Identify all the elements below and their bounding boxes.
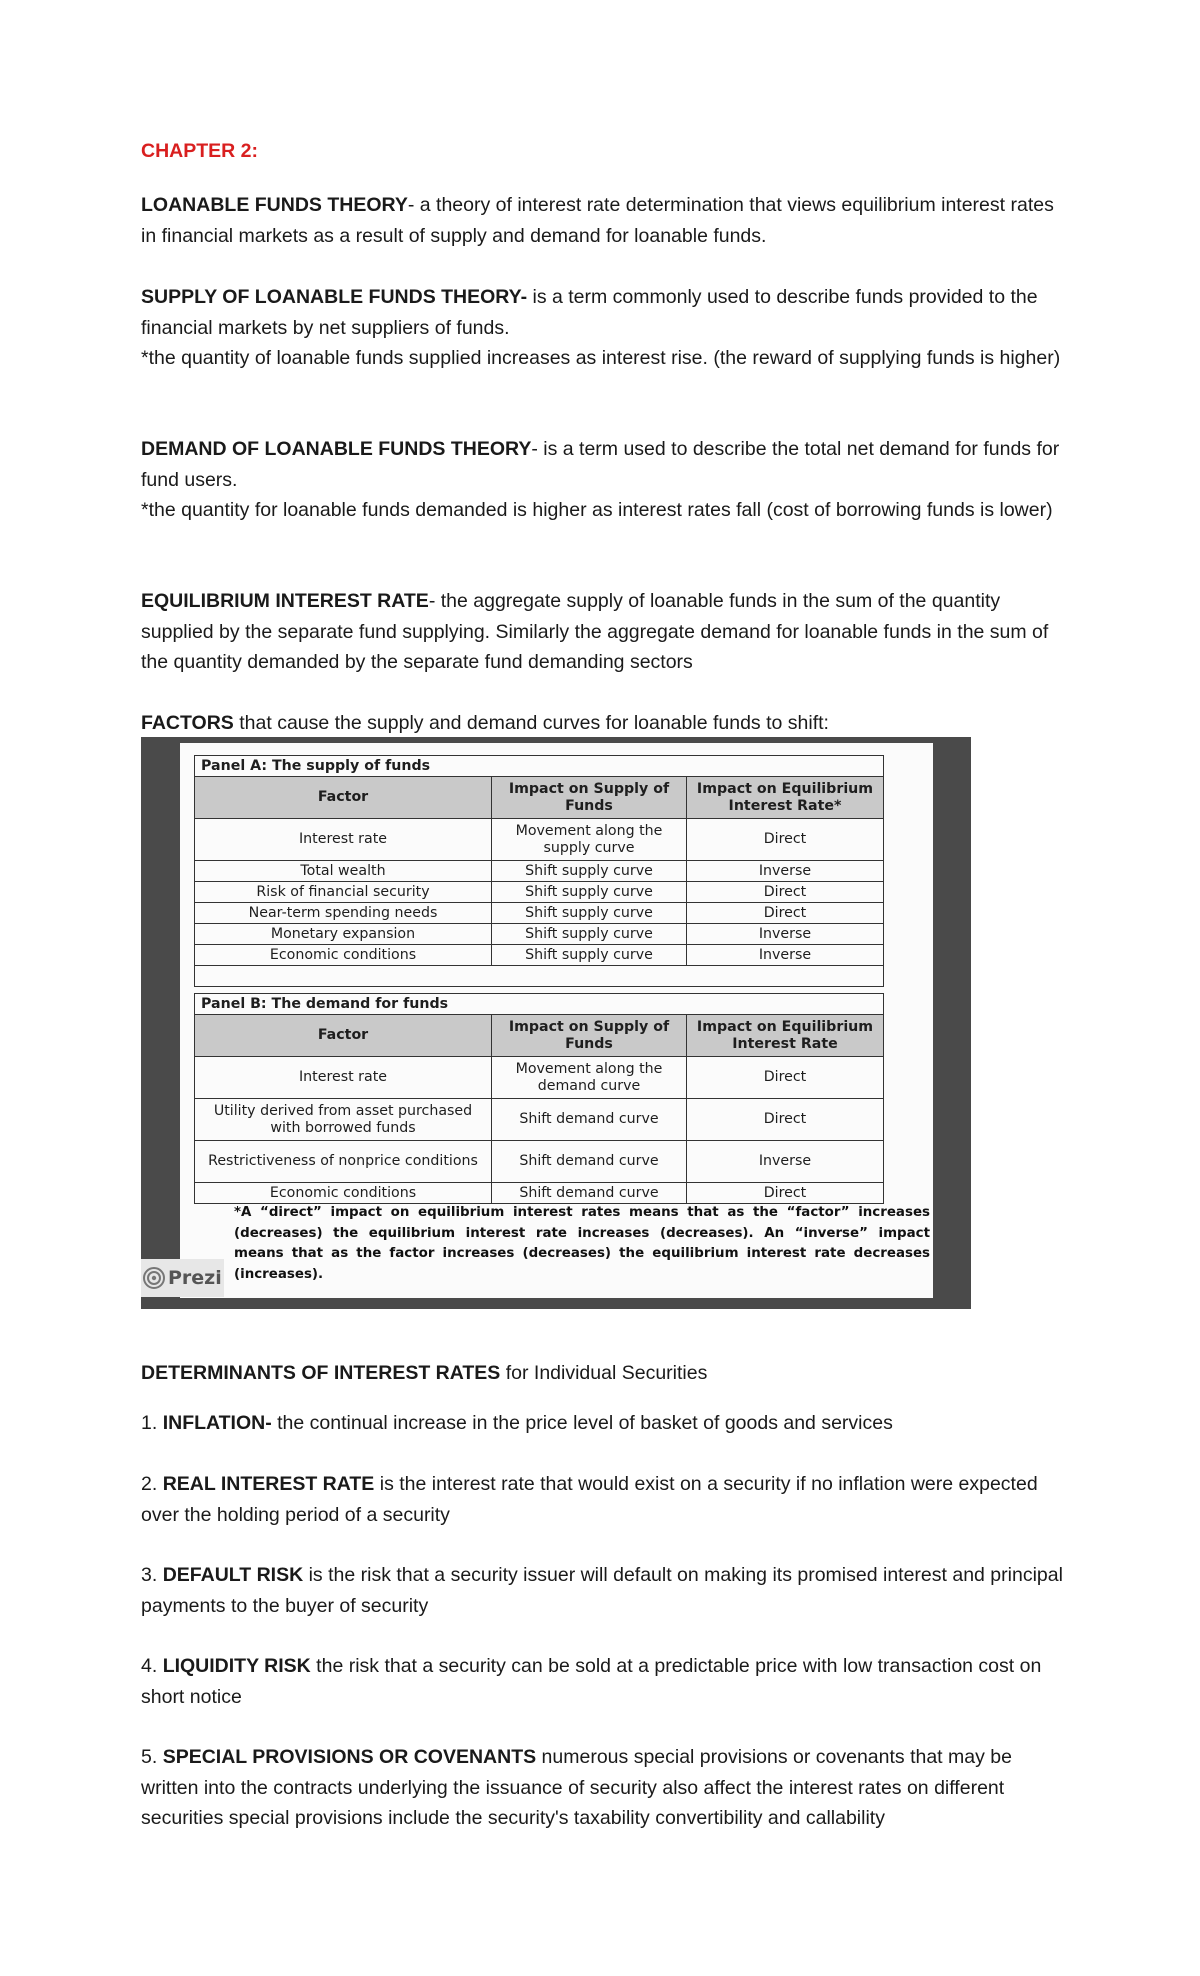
heading-bold: DETERMINANTS OF INTEREST RATES [141, 1362, 501, 1384]
table-row [195, 1057, 884, 1099]
note: *the quantity of loanable funds supplied increases as interest rise. (the reward of supplying funds is higher) [141, 347, 1061, 369]
definition: - the aggregate supply of loanable funds in the sum of the quantity supplied by the separate fund supplying. Similarly the aggregate demand for loanable funds in the sum of the quantity demanded by the separate fund demanding sectors [141, 590, 1049, 673]
determinant-item [141, 1408, 1071, 1439]
factors-figure [141, 737, 971, 1309]
determinant-item [141, 1469, 1071, 1530]
cell: Interest rate [195, 1057, 492, 1099]
table-row [195, 819, 884, 861]
term: EQUILIBRIUM INTEREST RATE [141, 590, 429, 612]
cell: Inverse [687, 861, 884, 882]
header-equilibrium: Impact on Equilibrium Interest Rate [687, 1015, 884, 1057]
item-number: 1. [141, 1412, 163, 1434]
section-supply [141, 282, 1071, 374]
cell: Inverse [687, 945, 884, 966]
cell: Direct [687, 1057, 884, 1099]
table-row [195, 882, 884, 903]
cell: Shift demand curve [492, 1099, 687, 1141]
panel-a-title: Panel A: The supply of funds [195, 756, 884, 777]
cell: Inverse [687, 1141, 884, 1183]
cell: Direct [687, 1183, 884, 1204]
cell: Restrictiveness of nonprice conditions [195, 1141, 492, 1183]
definition: numerous special provisions or covenants that may be written into the contracts underlying the issuance of security also affect the interest rates on different securities special provisions include the security's taxability convertibility and callability [141, 1746, 1012, 1829]
section-equilibrium [141, 586, 1071, 678]
prezi-watermark [141, 1259, 224, 1297]
term: LIQUIDITY RISK [162, 1655, 311, 1677]
chapter-heading: CHAPTER 2: [141, 140, 259, 162]
item-number: 2. [141, 1473, 163, 1495]
table-row [195, 1099, 884, 1141]
item-number: 5. [141, 1746, 163, 1768]
term: FACTORS [141, 712, 234, 734]
definition: the risk that a security can be sold at a predictable price with low transaction cost on short notice [141, 1655, 1042, 1708]
cell: Shift supply curve [492, 945, 687, 966]
definition: is the interest rate that would exist on a security if no inflation were expected over the holding period of a security [141, 1473, 1038, 1526]
term: DEFAULT RISK [162, 1564, 304, 1586]
cell: Direct [687, 1099, 884, 1141]
term: INFLATION- [162, 1412, 272, 1434]
cell: Shift supply curve [492, 882, 687, 903]
definition: is the risk that a security issuer will default on making its promised interest and principal payments to the buyer of security [141, 1564, 1063, 1617]
table-row [195, 945, 884, 966]
header-supply: Impact on Supply of Funds [492, 1015, 687, 1057]
cell: Movement along the supply curve [492, 819, 687, 861]
header-supply: Impact on Supply of Funds [492, 777, 687, 819]
term: REAL INTEREST RATE [162, 1473, 375, 1495]
figure-canvas [180, 743, 933, 1298]
cell: Direct [687, 819, 884, 861]
determinant-item [141, 1742, 1071, 1834]
table-row [195, 861, 884, 882]
header-factor: Factor [195, 1015, 492, 1057]
determinant-item [141, 1560, 1071, 1621]
panel-b-title: Panel B: The demand for funds [195, 994, 884, 1015]
cell: Direct [687, 903, 884, 924]
definition: is a term commonly used to describe funds provided to the financial markets by net suppliers of funds. [141, 286, 1038, 339]
cell: Total wealth [195, 861, 492, 882]
cell: Movement along the demand curve [492, 1057, 687, 1099]
cell: Shift supply curve [492, 903, 687, 924]
determinants-heading [141, 1358, 1071, 1389]
cell: Direct [687, 882, 884, 903]
figure-footnote: *A “direct” impact on equilibrium interest rates means that as the “factor” increases (decreases) the equilibrium interest rate increases (decreases). An “inverse” impact means that as the factor increases (decreases) the equilibrium interest rate decreases (increases). [234, 1205, 930, 1282]
definition: - a theory of interest rate determination that views equilibrium interest rates in financial markets as a result of supply and demand for loanable funds. [141, 194, 1054, 247]
cell: Interest rate [195, 819, 492, 861]
cell: Monetary expansion [195, 924, 492, 945]
spacer-row [195, 966, 884, 987]
header-equilibrium: Impact on Equilibrium Interest Rate* [687, 777, 884, 819]
panel-a-table [194, 755, 884, 987]
section-loanable-funds [141, 190, 1071, 251]
definition: that cause the supply and demand curves for loanable funds to shift: [233, 712, 829, 734]
term: LOANABLE FUNDS THEORY [141, 194, 408, 216]
heading-rest: for Individual Securities [500, 1362, 708, 1384]
cell: Shift demand curve [492, 1183, 687, 1204]
term: DEMAND OF LOANABLE FUNDS THEORY [141, 438, 532, 460]
section-factors [141, 708, 1071, 739]
cell: Shift supply curve [492, 861, 687, 882]
cell: Economic conditions [195, 945, 492, 966]
prezi-label: Prezi [168, 1267, 222, 1289]
cell: Near-term spending needs [195, 903, 492, 924]
cell: Inverse [687, 924, 884, 945]
cell: Shift demand curve [492, 1141, 687, 1183]
determinant-item [141, 1651, 1071, 1712]
item-number: 4. [141, 1655, 163, 1677]
empty-cell [195, 966, 884, 987]
table-row [195, 924, 884, 945]
cell: Shift supply curve [492, 924, 687, 945]
definition: - is a term used to describe the total net demand for funds for fund users. [141, 438, 1060, 491]
term: SPECIAL PROVISIONS OR COVENANTS [162, 1746, 537, 1768]
cell: Utility derived from asset purchased with borrowed funds [195, 1099, 492, 1141]
term: SUPPLY OF LOANABLE FUNDS THEORY- [141, 286, 528, 308]
table-row [195, 903, 884, 924]
header-factor: Factor [195, 777, 492, 819]
table-row [195, 1141, 884, 1183]
prezi-logo-icon [143, 1267, 165, 1289]
cell: Risk of financial security [195, 882, 492, 903]
definition: the continual increase in the price level of basket of goods and services [271, 1412, 893, 1434]
section-demand [141, 434, 1071, 526]
item-number: 3. [141, 1564, 163, 1586]
panel-b-table [194, 993, 884, 1204]
cell: Economic conditions [195, 1183, 492, 1204]
note: *the quantity for loanable funds demanded is higher as interest rates fall (cost of borrowing funds is lower) [141, 499, 1053, 521]
table-row [195, 1183, 884, 1204]
